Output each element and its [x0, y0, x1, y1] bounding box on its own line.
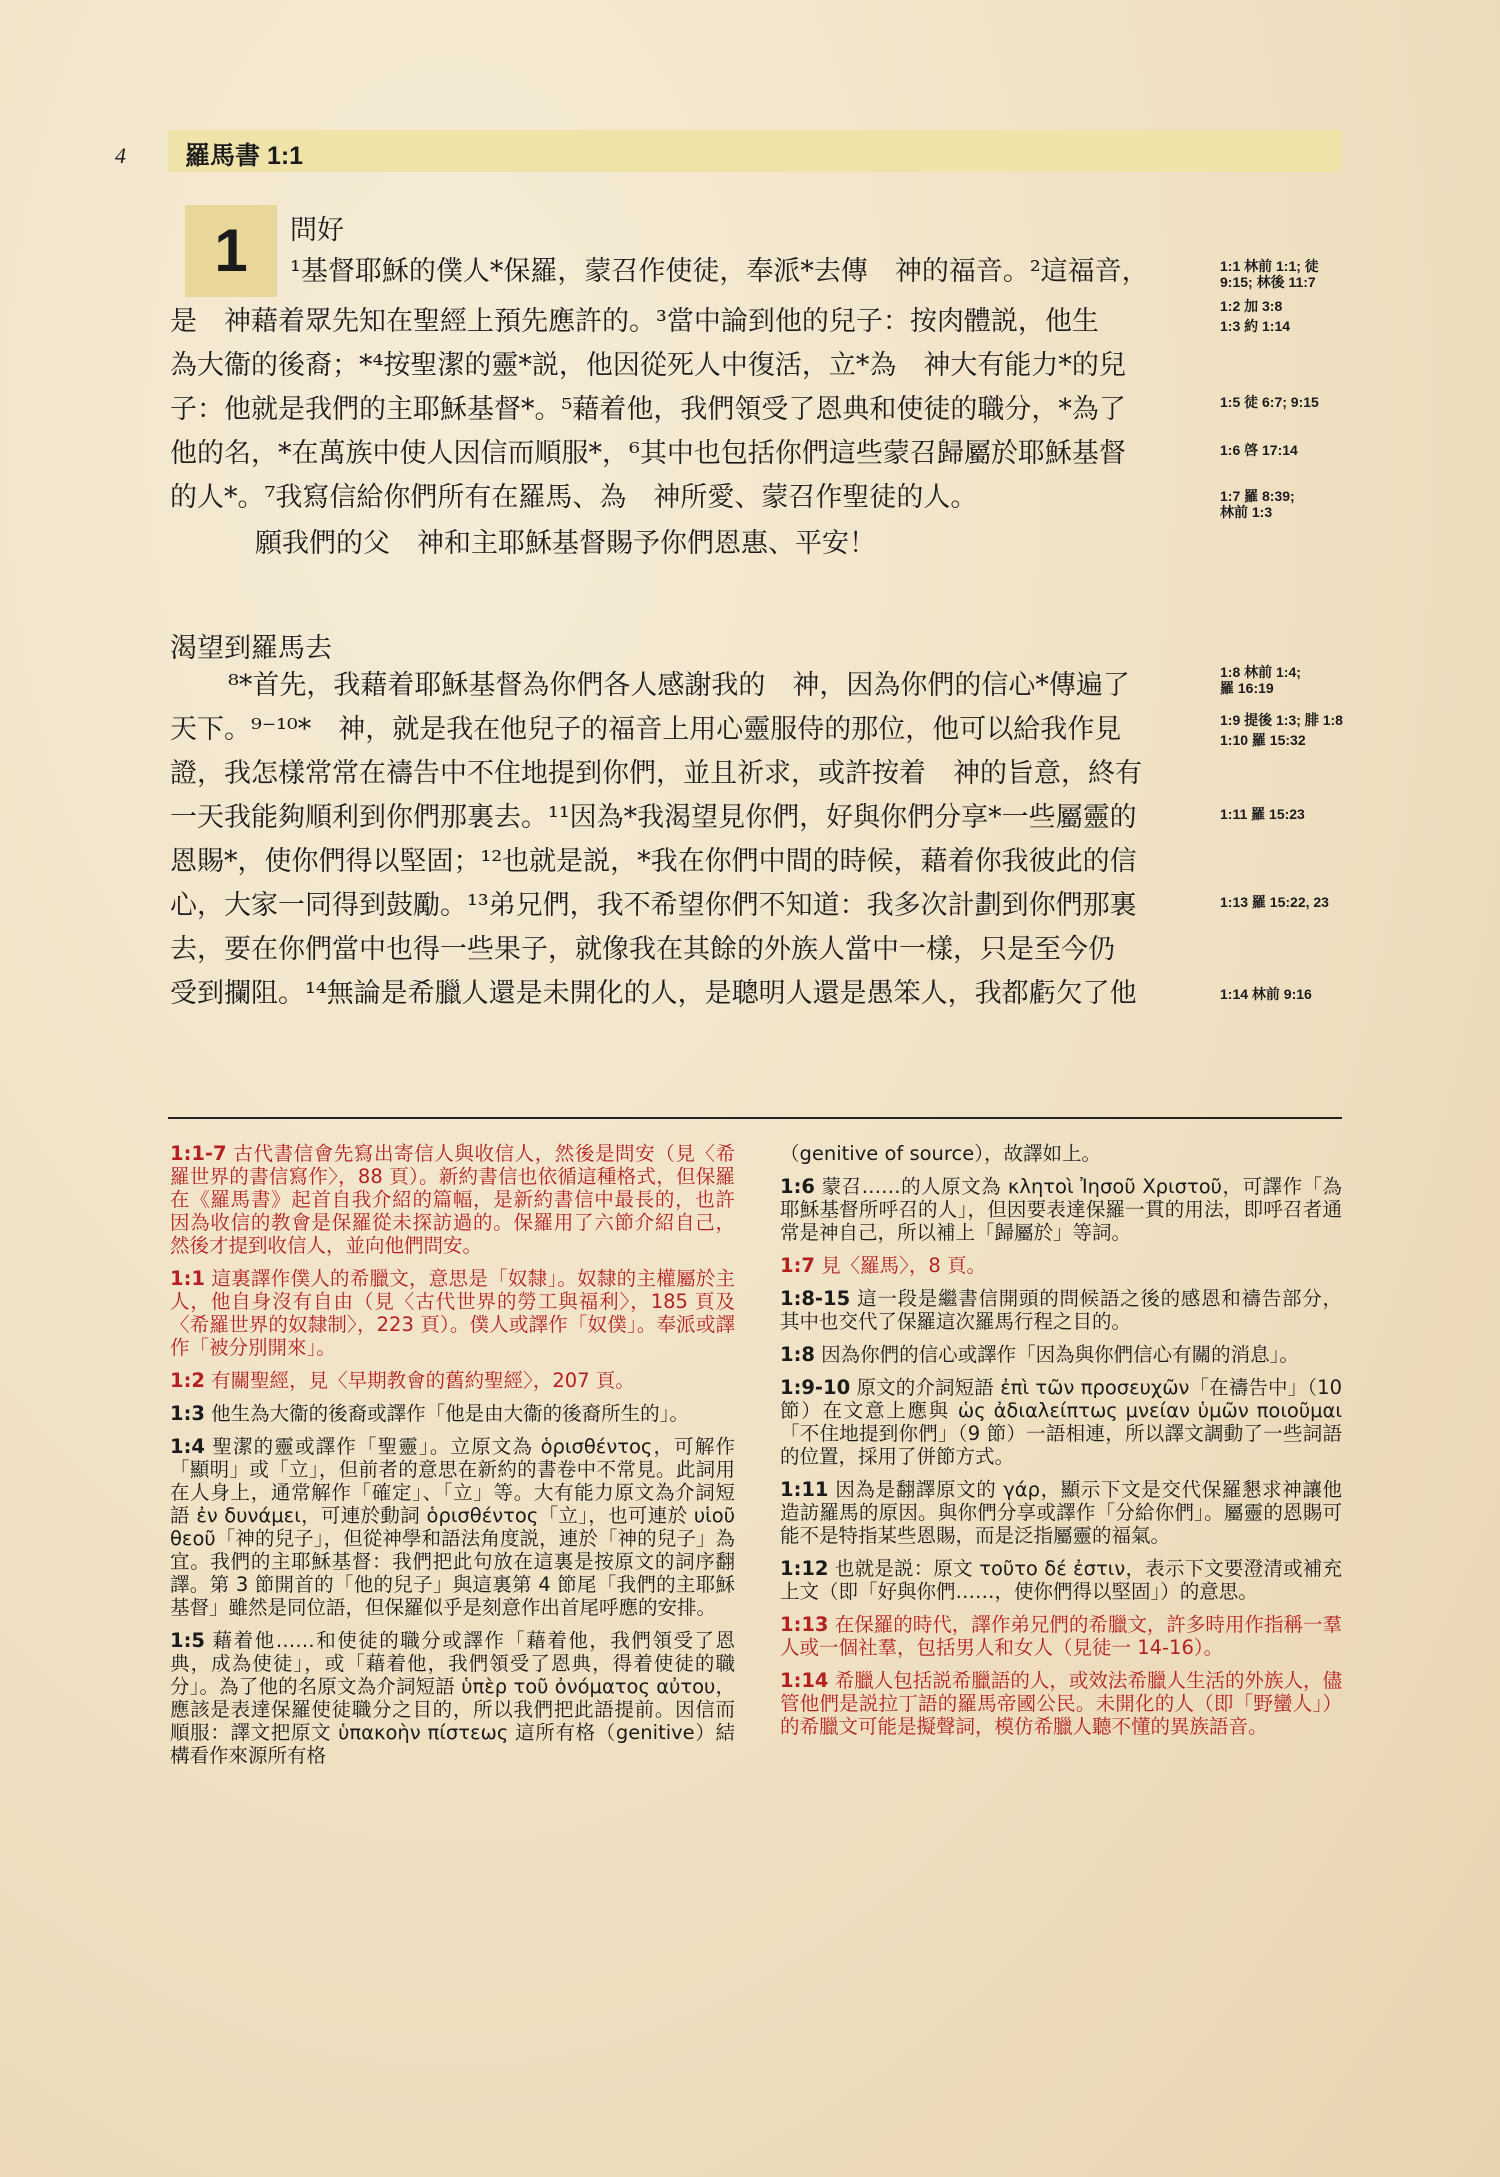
study-note: 1:1 這裏譯作僕人的希臘文，意思是「奴隸」。奴隸的主權屬於主人，他自身沒有自由（見〈古代世界的勞工與福利〉，185 頁及〈希羅世界的奴隸制〉，223 頁）。僕人或譯作「奴僕」。奉派或譯作「被分別開來」。 [170, 1267, 735, 1359]
scripture-line: 一天我能夠順利到你們那裏去。¹¹因為*我渴望見你們，好與你們分享*一些屬靈的 [170, 802, 1137, 833]
cross-reference: 1:10 羅 15:32 [1220, 732, 1306, 748]
study-note: 1:2 有關聖經，見〈早期教會的舊約聖經〉，207 頁。 [170, 1369, 635, 1392]
study-notes-left-column [170, 1142, 735, 1777]
scripture-line: 天下。⁹⁻¹⁰* 神，就是我在他兒子的福音上用心靈服侍的那位，他可以給我作見 [170, 714, 1122, 745]
study-note: 1:3 他生為大衞的後裔或譯作「他是由大衞的後裔所生的」。 [170, 1402, 689, 1425]
cross-reference: 1:3 約 1:14 [1220, 318, 1291, 334]
study-note: 1:4 聖潔的靈或譯作「聖靈」。立原文為 ὁρισθέντος，可解作「顯明」或「立」，但前者的意思在新約的書卷中不常見。此詞用在人身上，通常解作「確定」、「立」等。大有能力原文為介詞短語 ἐν δυνάμει，可連於動詞 ὁρισθέντος「立」，也可連於 υἱοῦ θεοῦ「神的兒子」，但從神學和語法角度説，連於「神的兒子」為宜。我們的主耶穌基督：我們把此句放在這裏是按原文的詞序翻譯。第 3 節開首的「他的兒子」與這裏第 4 節尾「我們的主耶穌基督」雖然是同位語，但保羅似乎是刻意作出首尾呼應的安排。 [170, 1435, 735, 1619]
page-number: 4 [115, 143, 126, 168]
running-header-band [168, 130, 1342, 172]
study-note: （genitive of source），故譯如上。 [780, 1142, 1101, 1165]
cross-reference: 1:14 林前 9:16 [1220, 986, 1312, 1002]
scripture-line: 是 神藉着眾先知在聖經上預先應許的。³當中論到他的兒子：按肉體説，他生 [170, 306, 1099, 337]
section-heading-greeting: 問好 [290, 215, 344, 246]
scripture-line: 的人*。⁷我寫信給你們所有在羅馬、為 神所愛、蒙召作聖徒的人。 [170, 482, 978, 513]
cross-reference: 1:11 羅 15:23 [1220, 806, 1305, 822]
study-note: 1:6 蒙召……的人原文為 κλητοὶ Ἰησοῦ Χριστοῦ，可譯作「為耶穌基督所呼召的人」，但因要表達保羅一貫的用法，即呼召者通常是神自己，所以補上「歸屬於」等詞。 [780, 1175, 1343, 1244]
scripture-line: 去，要在你們當中也得一些果子，就像我在其餘的外族人當中一樣，只是至今仍 [170, 934, 1115, 965]
section-heading-longing: 渴望到羅馬去 [170, 633, 332, 664]
cross-reference: 1:2 加 3:8 [1220, 298, 1283, 314]
study-note: 1:11 因為是翻譯原文的 γάρ，顯示下文是交代保羅懇求神讓他造訪羅馬的原因。與你們分享或譯作「分給你們」。屬靈的恩賜可能不是特指某些恩賜，而是泛指屬靈的福氣。 [780, 1478, 1342, 1547]
cross-reference: 1:9 提後 1:3; 腓 1:8 [1220, 712, 1343, 728]
scripture-line: 他的名，*在萬族中使人因信而順服*，⁶其中也包括你們這些蒙召歸屬於耶穌基督 [170, 438, 1126, 469]
scripture-line: ¹基督耶穌的僕人*保羅，蒙召作使徒，奉派*去傳 神的福音。²這福音， [290, 256, 1149, 287]
cross-reference: 1:6 啓 17:14 [1220, 442, 1298, 458]
scripture-line: 為大衞的後裔；*⁴按聖潔的靈*説，他因從死人中復活，立*為 神大有能力*的兒 [170, 350, 1126, 381]
cross-reference: 1:8 林前 1:4; 羅 16:19 [1220, 664, 1301, 696]
scripture-line: 願我們的父 神和主耶穌基督賜予你們恩惠、平安！ [228, 528, 876, 559]
study-notes-right-column [780, 1142, 1342, 1748]
study-note: 1:9-10 原文的介詞短語 ἐπὶ τῶν προσευχῶν「在禱告中」（10 節）在文意上應與 ὡς ἀδιαλείπτως μνείαν ὑμῶν ποιοῦμαι「不住地提到你們」（9 節）一語相連，所以譯文調動了一些詞語的位置，採用了併節方式。 [780, 1376, 1342, 1468]
study-note: 1:8-15 這一段是繼書信開頭的問候語之後的感恩和禱告部分，其中也交代了保羅這次羅馬行程之目的。 [780, 1287, 1342, 1333]
cross-reference: 1:1 林前 1:1; 徒 9:15; 林後 11:7 [1220, 258, 1319, 290]
scripture-line: 受到攔阻。¹⁴無論是希臘人還是未開化的人，是聰明人還是愚笨人，我都虧欠了他 [170, 978, 1137, 1009]
scripture-line: 恩賜*，使你們得以堅固；¹²也就是説，*我在你們中間的時候，藉着你我彼此的信 [170, 846, 1137, 877]
chapter-number: 1 [214, 217, 248, 284]
study-note: 1:7 見〈羅馬〉，8 頁。 [780, 1254, 986, 1277]
cross-reference: 1:7 羅 8:39; 林前 1:3 [1220, 488, 1295, 520]
cross-reference: 1:13 羅 15:22, 23 [1220, 894, 1329, 910]
study-note: 1:12 也就是説：原文 τοῦτο δέ ἐστιν，表示下文要澄清或補充上文（即「好與你們……，使你們得以堅固」）的意思。 [780, 1557, 1342, 1603]
scripture-line: 心，大家一同得到鼓勵。¹³弟兄們，我不希望你們不知道：我多次計劃到你們那裏 [170, 890, 1137, 921]
cross-reference: 1:5 徒 6:7; 9:15 [1220, 394, 1319, 410]
scripture-line: ⁸*首先，我藉着耶穌基督為你們各人感謝我的 神，因為你們的信心*傳遍了 [228, 670, 1130, 701]
study-note: 1:14 希臘人包括説希臘語的人，或效法希臘人生活的外族人，儘管他們是説拉丁語的羅馬帝國公民。未開化的人（即「野蠻人」）的希臘文可能是擬聲詞，模仿希臘人聽不懂的異族語音。 [780, 1669, 1342, 1738]
study-note: 1:1-7 古代書信會先寫出寄信人與收信人，然後是問安（見〈希羅世界的書信寫作〉，88 頁）。新約書信也依循這種格式，但保羅在《羅馬書》起首自我介紹的篇幅，是新約書信中最長的，也許因為收信的教會是保羅從未探訪過的。保羅用了六節介紹自己，然後才提到收信人，並向他們問安。 [170, 1142, 735, 1257]
scripture-line: 子：他就是我們的主耶穌基督*。⁵藉着他，我們領受了恩典和使徒的職分，*為了 [170, 394, 1126, 425]
running-header-title: 羅馬書 1:1 [185, 142, 304, 170]
study-note: 1:5 藉着他……和使徒的職分或譯作「藉着他，我們領受了恩典，成為使徒」，或「藉着他，我們領受了恩典，得着使徒的職分」。為了他的名原文為介詞短語 ὑπὲρ τοῦ ὀνόματος αὐτου，應該是表達保羅使徒職分之目的，所以我們把此語提前。因信而順服：譯文把原文 ὑπακοὴν πίστεως 這所有格（genitive）結構看作來源所有格 [170, 1629, 735, 1767]
study-note: 1:13 在保羅的時代，譯作弟兄們的希臘文，許多時用作指稱一羣人或一個社羣，包括男人和女人（見徒一 14-16）。 [780, 1613, 1342, 1659]
study-note: 1:8 因為你們的信心或譯作「因為與你們信心有關的消息」。 [780, 1343, 1299, 1366]
scripture-line: 證，我怎樣常常在禱告中不住地提到你們，並且祈求，或許按着 神的旨意，終有 [170, 758, 1142, 789]
notes-divider [168, 1117, 1342, 1119]
